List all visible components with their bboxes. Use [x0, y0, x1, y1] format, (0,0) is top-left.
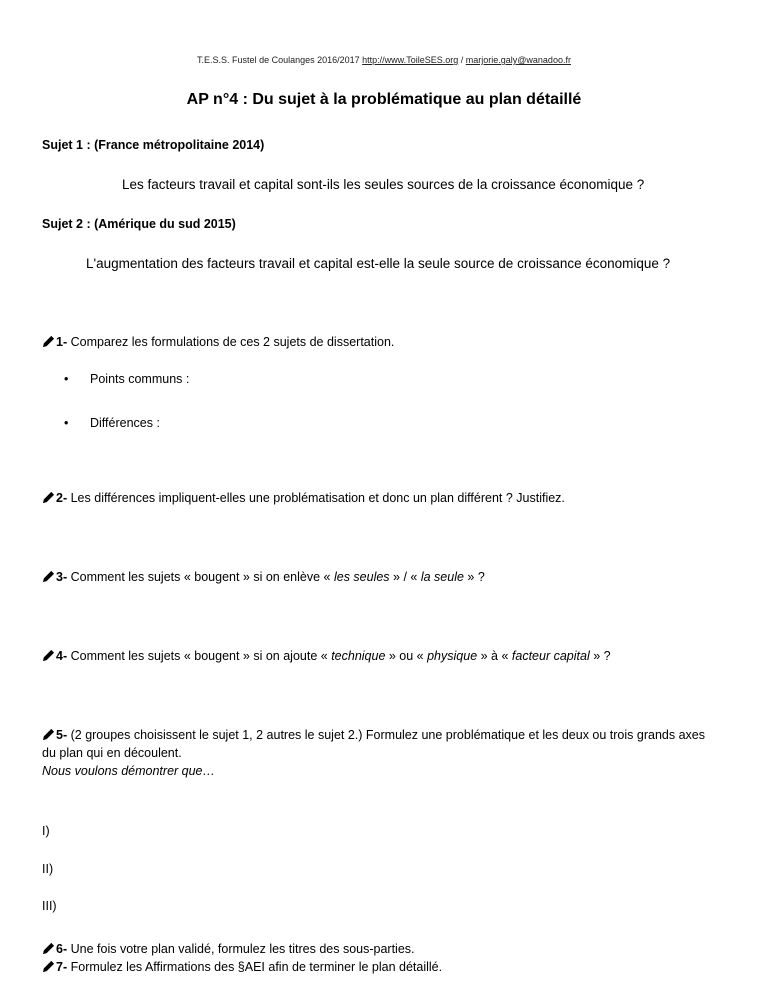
- page-header: [0, 52, 768, 69]
- q4-text: » à «: [477, 649, 512, 663]
- q6-num: 6-: [56, 942, 68, 956]
- pencil-icon: [42, 491, 55, 504]
- q4-em: physique: [427, 649, 478, 663]
- q2-num: 2-: [56, 491, 68, 505]
- q5-line3: Nous voulons démontrer que…: [42, 764, 216, 778]
- q4-text: » ?: [589, 649, 611, 663]
- bullet-text: Points communs :: [90, 372, 190, 386]
- pencil-icon: [42, 728, 55, 741]
- q4-text: Comment les sujets « bougent » si on ajoute «: [70, 649, 332, 663]
- pencil-icon: [42, 570, 55, 583]
- bullet-text: Différences :: [90, 416, 160, 430]
- q4-num: 4-: [56, 649, 68, 663]
- pencil-icon: [42, 942, 55, 955]
- document-page: T.E.S.S. Fustel de Coulanges 2016/2017 http://www.ToileSES.org / marjorie.galy@wanadoo.fr AP n°4 : Du sujet à la problématique au plan détaillé Sujet 1 : (France métropolitaine 2014) Les facteurs travail et capital sont-ils les seules sources de la croissance économique ? Sujet 2 : (Amérique du sud 2015) L'augmentation des facteurs travail et capital est-elle la seule source de croissance économique ? 1- Comparez les formulations de ces 2 sujets de dissertation. • Points communs : • Différences : 2- Les différences impliquent-elles une problématisation et donc un plan différent ? Justifiez. 3- Comment les sujets « bougent » si on enlève « les seules » / « la seule » ? 4- Comment les sujets « bougent » si on ajoute « technique » ou « physique » à « facteur capital » ? 5- (2 groupes choisissent le sujet 1, 2 autres le sujet 2.) Formulez une problématique et les deux ou trois grands axes du plan qui en découlent. Nous voulons démontrer que… I) II) III) 6- Une fois votre plan validé, formulez les titres des sous-parties. 7- Formulez les Affirmations des §AEI afin de terminer le plan détaillé.: [0, 0, 768, 994]
- q2-text: Les différences impliquent-elles une problématisation et donc un plan différent ? Justifiez.: [70, 491, 565, 505]
- q3-em: la seule: [420, 570, 464, 584]
- q4-em: facteur capital: [511, 649, 590, 663]
- subject2-question: L'augmentation des facteurs travail et capital est-elle la seule source de croissance économique ?: [86, 256, 671, 271]
- q3-text: » / «: [389, 570, 421, 584]
- question-3: [42, 569, 485, 586]
- header-sep: /: [460, 55, 464, 65]
- plan-part-1: I): [42, 824, 50, 838]
- question-2: [42, 490, 565, 507]
- q6-text: Une fois votre plan validé, formulez les titres des sous-parties.: [70, 942, 415, 956]
- question-4: [42, 648, 611, 665]
- subject1-label: Sujet 1 : (France métropolitaine 2014): [42, 138, 265, 152]
- q5-num: 5-: [56, 728, 68, 742]
- site-link[interactable]: http://www.ToileSES.org: [362, 55, 459, 65]
- pencil-icon: [42, 960, 55, 973]
- q1-num: 1-: [56, 335, 68, 349]
- plan-part-3: III): [42, 899, 57, 913]
- pencil-icon: [42, 649, 55, 662]
- question-6: [42, 941, 415, 958]
- plan-part-2: II): [42, 862, 54, 876]
- q3-em: les seules: [333, 570, 390, 584]
- question-5: [42, 727, 705, 744]
- page-title: AP n°4 : Du sujet à la problématique au plan détaillé: [186, 91, 582, 108]
- header-school: T.E.S.S. Fustel de Coulanges 2016/2017: [197, 55, 360, 65]
- q3-text: » ?: [463, 570, 485, 584]
- pencil-icon: [42, 335, 55, 348]
- q5-text: (2 groupes choisissent le sujet 1, 2 autres le sujet 2.) Formulez une problématique et les deux ou trois grands axes: [70, 728, 705, 742]
- email-link[interactable]: marjorie.galy@wanadoo.fr: [465, 55, 571, 65]
- question-7: [42, 959, 442, 976]
- q4-text: » ou «: [385, 649, 428, 663]
- subject2-label: Sujet 2 : (Amérique du sud 2015): [42, 217, 236, 231]
- q7-text: Formulez les Affirmations des §AEI afin de terminer le plan détaillé.: [70, 960, 443, 974]
- q3-num: 3-: [56, 570, 68, 584]
- question-1: [42, 334, 394, 351]
- q3-text: Comment les sujets « bougent » si on enlève «: [70, 570, 334, 584]
- q5-line2: du plan qui en découlent.: [42, 746, 182, 760]
- subject1-question: Les facteurs travail et capital sont-ils les seules sources de la croissance économique ?: [122, 177, 645, 192]
- q4-em: technique: [331, 649, 386, 663]
- q1-text: Comparez les formulations de ces 2 sujets de dissertation.: [70, 335, 395, 349]
- q7-num: 7-: [56, 960, 68, 974]
